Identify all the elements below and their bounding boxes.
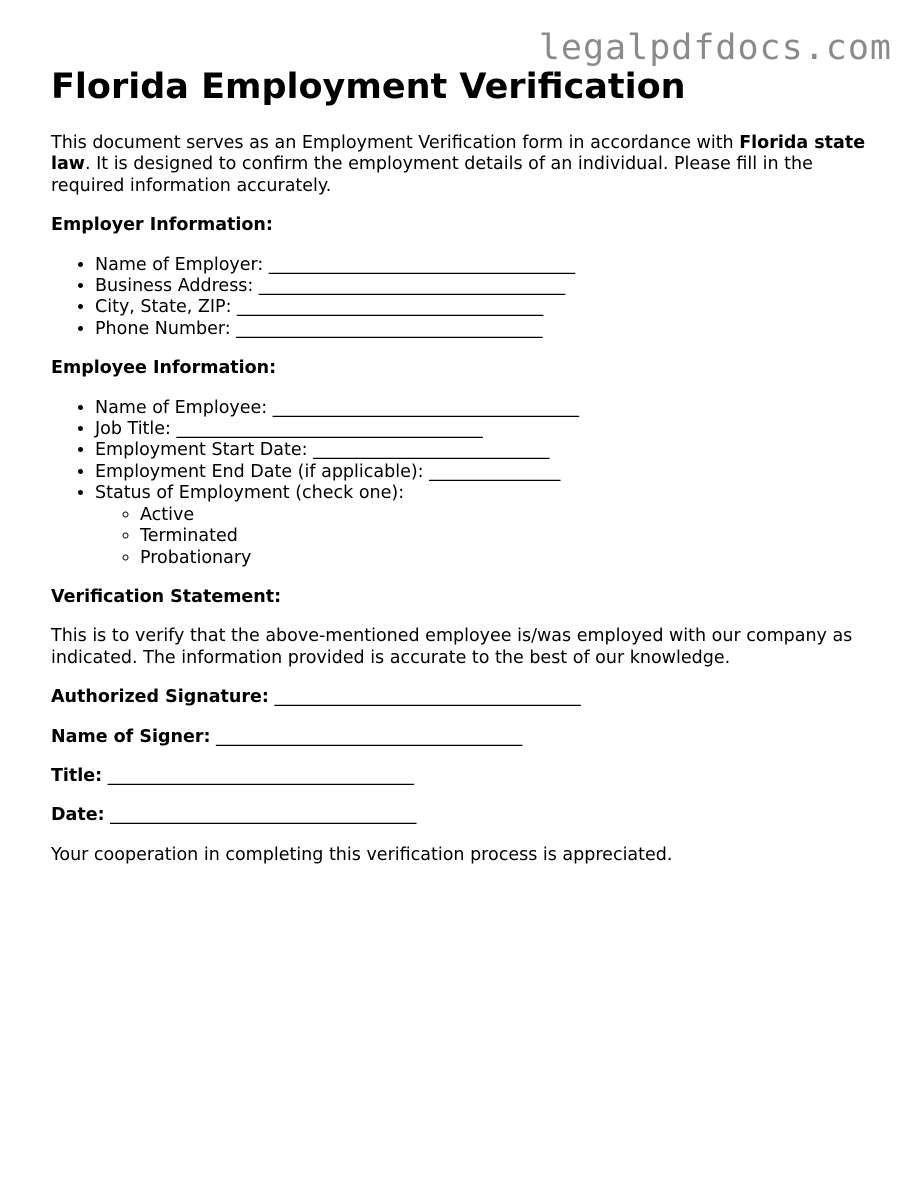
signer-title-blank[interactable]: ___________________________________ xyxy=(107,765,414,786)
closing-statement: Your cooperation in completing this verification process is appreciated. xyxy=(51,844,673,865)
signer-title-label: Title: xyxy=(51,765,103,786)
employment-status-label: Status of Employment (check one): xyxy=(95,483,405,504)
phone-number-field[interactable]: • Phone Number: ___________________________________ xyxy=(95,319,871,340)
status-option-probationary[interactable]: ◦ Probationary xyxy=(140,548,871,569)
document-page xyxy=(51,64,871,866)
intro-paragraph xyxy=(51,133,871,197)
intro-text-end: . It is designed to confirm the employment details of an individual. Please fill in the required information accurately. xyxy=(51,154,813,196)
date-blank[interactable]: ___________________________________ xyxy=(110,805,417,826)
employer-info-heading: Employer Information: xyxy=(51,215,273,236)
end-date-field[interactable]: • Employment End Date (if applicable): _______________ xyxy=(95,462,871,483)
employee-info-heading: Employee Information: xyxy=(51,358,277,379)
start-date-field[interactable]: • Employment Start Date: ___________________________ xyxy=(95,440,871,461)
city-state-zip-field[interactable]: • City, State, ZIP: ___________________________________ xyxy=(95,297,871,318)
status-option-active[interactable]: ◦ Active xyxy=(140,505,871,526)
employment-status-options xyxy=(95,505,871,569)
watermark: legalpdfdocs.com xyxy=(538,28,892,68)
authorized-signature-field[interactable] xyxy=(51,687,871,708)
employer-name-field[interactable]: • Name of Employer: ___________________________________ xyxy=(95,255,871,276)
employment-status-item xyxy=(95,483,871,569)
authorized-signature-label: Authorized Signature: xyxy=(51,687,269,708)
signer-name-field[interactable] xyxy=(51,727,871,748)
intro-text-start: This document serves as an Employment Verification form in accordance with xyxy=(51,133,740,153)
signer-title-field[interactable] xyxy=(51,766,871,787)
signer-name-blank[interactable]: ___________________________________ xyxy=(216,726,523,747)
date-label: Date: xyxy=(51,805,105,826)
date-field[interactable] xyxy=(51,805,871,826)
verification-heading: Verification Statement: xyxy=(51,586,282,607)
intro-bold-text: Florida state law xyxy=(51,133,866,175)
job-title-field[interactable]: • Job Title: ___________________________________ xyxy=(95,419,871,440)
authorized-signature-blank[interactable]: ___________________________________ xyxy=(274,687,581,708)
verification-statement: This is to verify that the above-mentioned employee is/was employed with our company as indicated. The information provided is accurate to the best of our knowledge. xyxy=(51,626,853,668)
employee-name-field[interactable]: • Name of Employee: ___________________________________ xyxy=(95,398,871,419)
signer-name-label: Name of Signer: xyxy=(51,726,211,747)
business-address-field[interactable]: • Business Address: ___________________________________ xyxy=(95,276,871,297)
employer-info-list xyxy=(51,255,871,341)
employee-info-list xyxy=(51,398,871,569)
page-title: Florida Employment Verification xyxy=(51,67,686,107)
status-option-terminated[interactable]: ◦ Terminated xyxy=(140,526,871,547)
